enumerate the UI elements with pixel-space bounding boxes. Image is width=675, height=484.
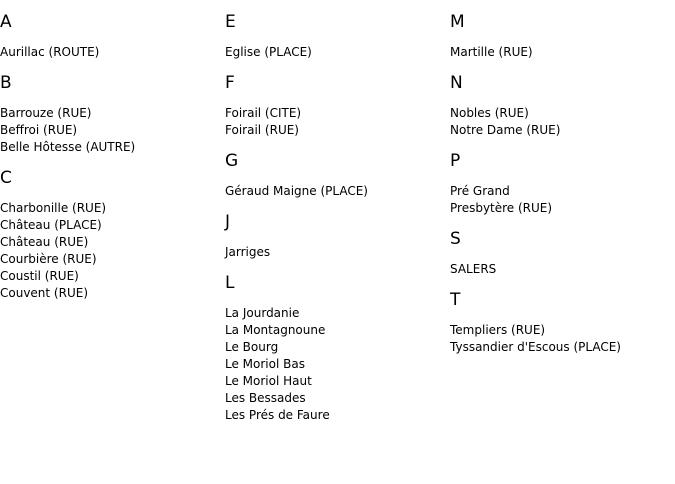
letter-group bbox=[225, 273, 445, 424]
letter-heading: E bbox=[225, 12, 236, 32]
street-link[interactable]: Géraud Maigne (PLACE) bbox=[225, 184, 368, 198]
street-link[interactable]: SALERS bbox=[450, 262, 497, 276]
street-link[interactable]: Château (PLACE) bbox=[0, 218, 102, 232]
street-link[interactable]: Coustil (RUE) bbox=[0, 269, 79, 283]
street-list bbox=[225, 305, 445, 424]
street-list bbox=[225, 44, 445, 61]
street-link[interactable]: Beffroi (RUE) bbox=[0, 123, 78, 137]
letter-heading: M bbox=[450, 12, 465, 32]
letter-group bbox=[225, 12, 445, 61]
street-link[interactable]: Foirail (CITE) bbox=[225, 106, 302, 120]
street-list bbox=[450, 261, 670, 278]
street-link[interactable]: Les Prés de Faure bbox=[225, 408, 330, 422]
street-link[interactable]: Le Moriol Bas bbox=[225, 357, 305, 371]
letter-heading: P bbox=[450, 151, 461, 171]
index-column bbox=[0, 12, 220, 314]
letter-heading: A bbox=[0, 12, 12, 32]
street-link[interactable]: Charbonille (RUE) bbox=[0, 201, 107, 215]
street-list bbox=[0, 44, 220, 61]
letter-group bbox=[450, 73, 670, 139]
letter-heading: N bbox=[450, 73, 463, 93]
street-list bbox=[0, 105, 220, 156]
street-link[interactable]: Courbière (RUE) bbox=[0, 252, 97, 266]
street-link[interactable]: Pré Grand bbox=[450, 184, 510, 198]
letter-group bbox=[0, 12, 220, 61]
letter-heading: G bbox=[225, 151, 239, 171]
street-list bbox=[450, 183, 670, 217]
street-link[interactable]: Notre Dame (RUE) bbox=[450, 123, 561, 137]
letter-group bbox=[225, 151, 445, 200]
letter-group bbox=[225, 73, 445, 139]
street-link[interactable]: Couvent (RUE) bbox=[0, 286, 89, 300]
letter-group bbox=[0, 168, 220, 302]
street-link[interactable]: Eglise (PLACE) bbox=[225, 45, 312, 59]
street-link[interactable]: Templiers (RUE) bbox=[450, 323, 546, 337]
letter-heading: F bbox=[225, 73, 235, 93]
street-link[interactable]: Presbytère (RUE) bbox=[450, 201, 553, 215]
letter-heading: C bbox=[0, 168, 12, 188]
letter-group bbox=[450, 229, 670, 278]
street-list bbox=[225, 105, 445, 139]
letter-heading: S bbox=[450, 229, 461, 249]
street-link[interactable]: Le Bourg bbox=[225, 340, 279, 354]
letter-heading: J bbox=[225, 212, 231, 232]
letter-group bbox=[450, 290, 670, 356]
street-link[interactable]: Martille (RUE) bbox=[450, 45, 533, 59]
letter-group bbox=[450, 151, 670, 217]
letter-group bbox=[450, 12, 670, 61]
letter-group bbox=[0, 73, 220, 156]
street-link[interactable]: Le Moriol Haut bbox=[225, 374, 312, 388]
letter-heading: B bbox=[0, 73, 12, 93]
street-link[interactable]: Les Bessades bbox=[225, 391, 306, 405]
street-link[interactable]: Barrouze (RUE) bbox=[0, 106, 92, 120]
street-link[interactable]: Nobles (RUE) bbox=[450, 106, 529, 120]
street-link[interactable]: Foirail (RUE) bbox=[225, 123, 299, 137]
index-column bbox=[450, 12, 670, 368]
street-list bbox=[450, 322, 670, 356]
letter-heading: T bbox=[450, 290, 461, 310]
index-column bbox=[225, 12, 445, 436]
street-link[interactable]: Aurillac (ROUTE) bbox=[0, 45, 100, 59]
letter-group bbox=[225, 212, 445, 261]
street-link[interactable]: Jarriges bbox=[225, 245, 271, 259]
street-link[interactable]: La Jourdanie bbox=[225, 306, 300, 320]
street-list bbox=[450, 105, 670, 139]
street-link[interactable]: La Montagnoune bbox=[225, 323, 326, 337]
street-link[interactable]: Château (RUE) bbox=[0, 235, 89, 249]
street-list bbox=[225, 183, 445, 200]
street-list bbox=[225, 244, 445, 261]
street-list bbox=[0, 200, 220, 302]
street-list bbox=[450, 44, 670, 61]
street-link[interactable]: Belle Hôtesse (AUTRE) bbox=[0, 140, 136, 154]
letter-heading: L bbox=[225, 273, 235, 293]
street-link[interactable]: Tyssandier d'Escous (PLACE) bbox=[450, 340, 621, 354]
